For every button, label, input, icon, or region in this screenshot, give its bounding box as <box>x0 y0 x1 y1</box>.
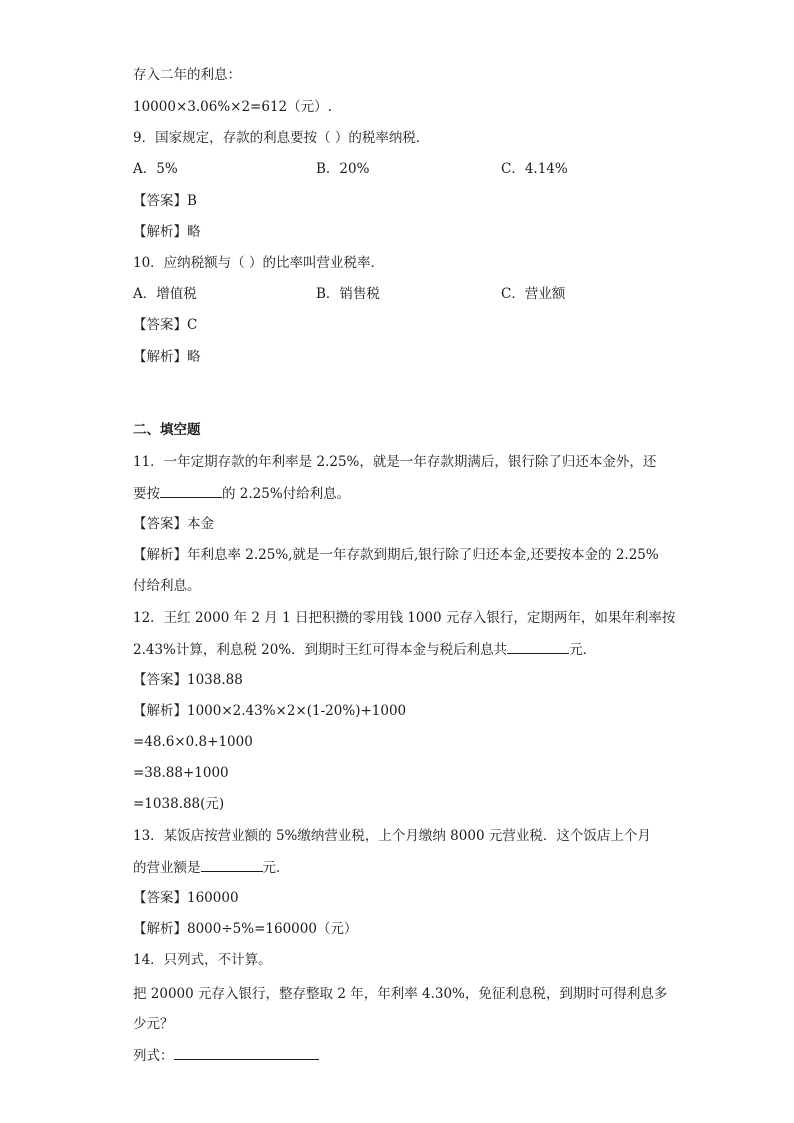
question-12-stem-line2 <box>133 639 596 660</box>
question-10-option-c: C．营业额 <box>501 286 566 302</box>
question-12-analysis-line3: =38.88+1000 <box>133 765 229 781</box>
question-14-formula-line <box>133 1045 319 1066</box>
question-12-analysis-line2: =48.6×0.8+1000 <box>133 734 253 750</box>
question-11-stem-line2 <box>133 483 350 504</box>
question-10-answer: 【答案】C <box>133 317 198 333</box>
question-10-stem: 10．应纳税额与（ ）的比率叫营业税率． <box>133 255 384 271</box>
question-14-text-line1: 把 20000 元存入银行，整存整取 2 年，年利率 4.30%，免征利息税，到期时可得利息多 <box>133 986 668 1002</box>
question-11-stem-line1: 11．一年定期存款的年利率是 2.25%，就是一年存款期满后，银行除了归还本金外，还 <box>133 454 657 470</box>
question-11-answer: 【答案】本金 <box>133 516 214 532</box>
question-10-analysis: 【解析】略 <box>133 349 201 365</box>
question-9-analysis: 【解析】略 <box>133 224 201 240</box>
question-9-answer: 【答案】B <box>133 193 197 209</box>
fill-in-blank[interactable] <box>160 483 222 498</box>
text-segment: 的营业额是 <box>133 860 201 876</box>
text-line: 存入二年的利息： <box>133 67 241 83</box>
fill-in-blank[interactable] <box>507 639 569 654</box>
question-11-analysis-line1: 【解析】年利息率 2.25%,就是一年存款到期后,银行除了归还本金,还要按本金的 2.25% <box>133 547 659 563</box>
section-heading: 二、填空题 <box>133 422 201 438</box>
text-line: 10000×3.06%×2=612（元）. <box>133 99 332 115</box>
text-segment: 2.43%计算，利息税 20%．到期时王红可得本金与税后利息共 <box>133 642 508 658</box>
question-12-analysis-line4: =1038.88(元) <box>133 796 225 812</box>
question-9-option-b: B．20% <box>316 161 370 177</box>
question-10-option-a: A．增值税 <box>133 286 197 302</box>
question-9-stem: 9．国家规定，存款的利息要按（ ）的税率纳税． <box>133 130 430 146</box>
formula-label: 列式： <box>133 1048 174 1064</box>
question-13-analysis: 【解析】8000÷5%=160000（元） <box>133 921 358 937</box>
question-12-stem-line1: 12．王红 2000 年 2 月 1 日把积攒的零用钱 1000 元存入银行，定期两年，如果年利率按 <box>133 610 676 626</box>
question-12-analysis-line1: 【解析】1000×2.43%×2×(1-20%)+1000 <box>133 703 407 719</box>
question-9-option-a: A．5% <box>133 161 178 177</box>
text-segment: 要按 <box>133 486 160 502</box>
question-13-stem-line2 <box>133 857 290 878</box>
text-segment: 的 2.25%付给利息。 <box>222 486 351 502</box>
fill-in-blank[interactable] <box>201 857 263 872</box>
question-12-answer: 【答案】1038.88 <box>133 672 243 688</box>
text-segment: 元． <box>569 642 597 658</box>
question-10-option-b: B．销售税 <box>316 286 380 302</box>
question-11-analysis-line2: 付给利息。 <box>133 578 201 594</box>
question-14-stem: 14．只列式，不计算。 <box>133 952 272 968</box>
question-13-stem-line1: 13．某饭店按营业额的 5%缴纳营业税，上个月缴纳 8000 元营业税．这个饭店上个月 <box>133 828 651 844</box>
question-14-text-line2: 少元？ <box>133 1016 174 1032</box>
question-9-option-c: C．4.14% <box>501 161 568 177</box>
formula-blank[interactable] <box>174 1045 319 1060</box>
question-13-answer: 【答案】160000 <box>133 890 239 906</box>
text-segment: 元． <box>262 860 290 876</box>
